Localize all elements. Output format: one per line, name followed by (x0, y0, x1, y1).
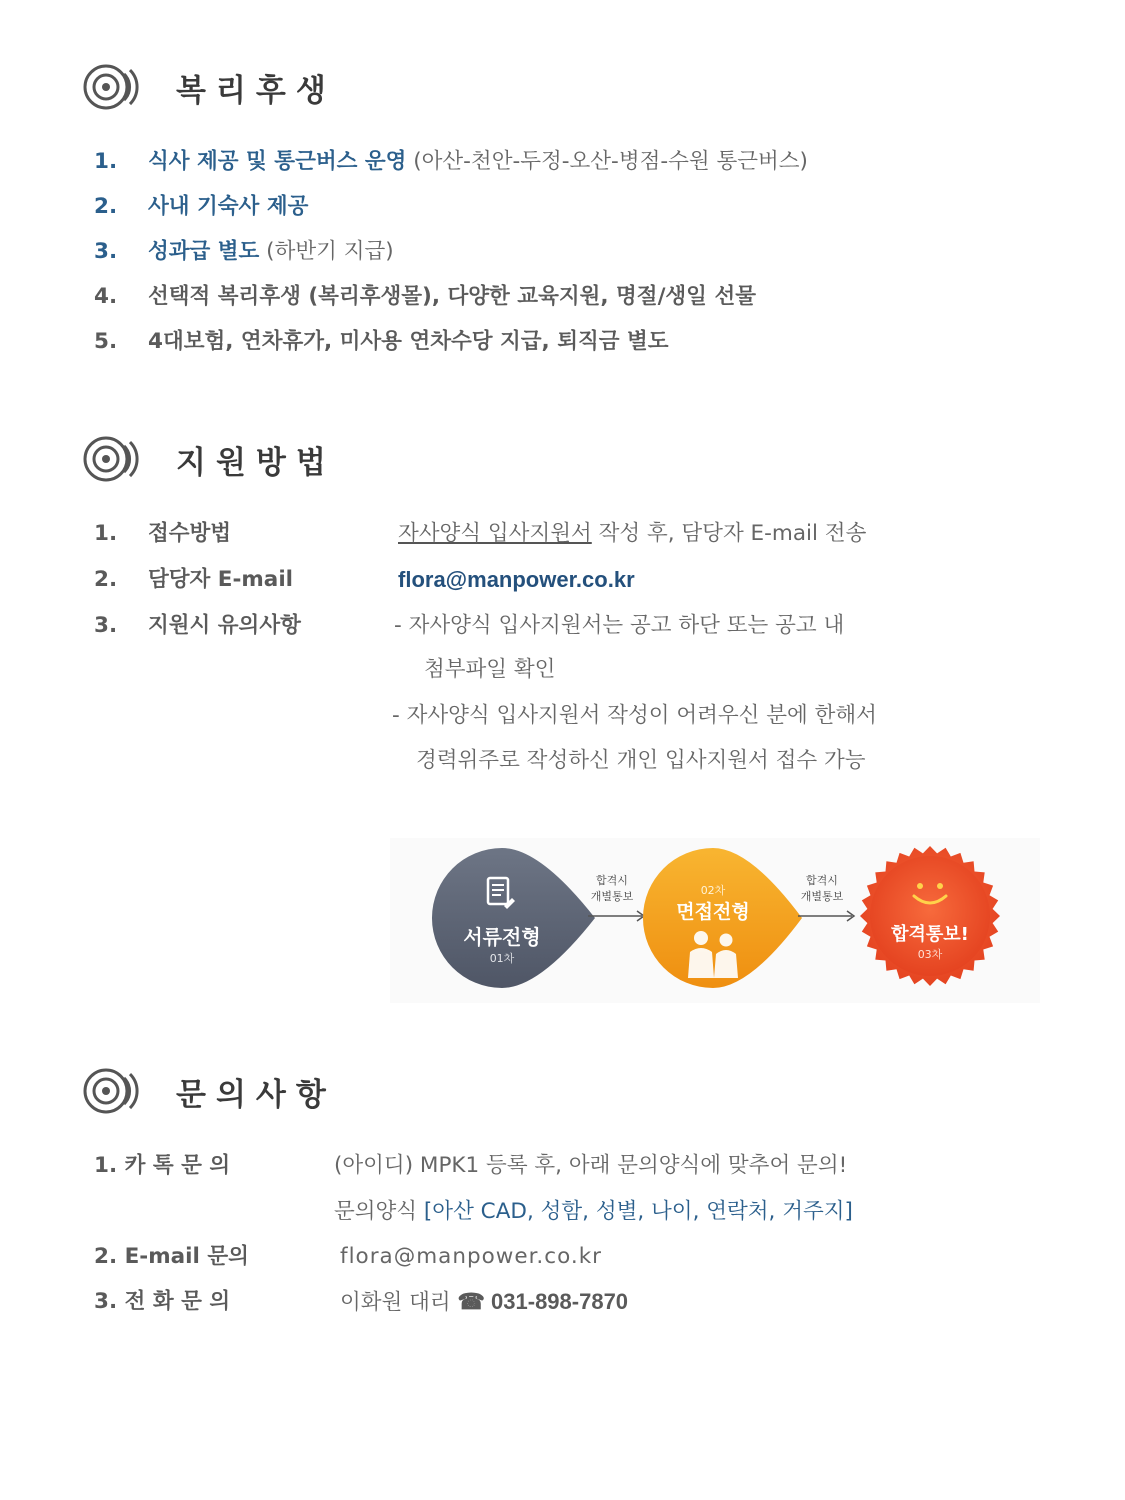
step1-sub: 01차 (489, 952, 515, 965)
inquiry-item-kakao (94, 1152, 1014, 1227)
inquiry-title: 문의사항 (176, 1076, 336, 1113)
apply-label-email: 담당자 E-mail (148, 567, 294, 592)
apply-note-line-3: - 자사양식 입사지원서 작성이 어려우신 분에 한해서 (392, 703, 877, 728)
apply-label-method: 접수방법 (148, 521, 232, 546)
welfare-item-2: 2. 사내 기숙사 제공 (94, 194, 309, 219)
apply-note-line-1: - 자사양식 입사지원서는 공고 하단 또는 공고 내 (394, 613, 845, 638)
welfare-item-3: 3. 성과급 별도 (하반기 지급) (94, 239, 394, 264)
step3-title: 합격통보! (891, 924, 969, 945)
inquiry-email-link[interactable]: flora@manpower.co.kr (340, 1244, 602, 1269)
inquiry-value-kakao: (아이디) MPK1 등록 후, 아래 문의양식에 맞추어 문의! (334, 1153, 848, 1178)
disc-speaker-icon (82, 1066, 152, 1116)
step1-title: 서류전형 (463, 925, 541, 949)
inquiry-label-email: 2. E-mail 문의 (94, 1244, 249, 1269)
inquiry-form-line: 문의양식 [아산 CAD, 성함, 성별, 나이, 연락처, 거주지] (334, 1199, 853, 1224)
svg-text:개별통보: 개별통보 (590, 890, 634, 903)
contact-email-link[interactable]: flora@manpower.co.kr (398, 567, 635, 592)
apply-item-2: 2. 담당자 E-mail flora@manpower.co.kr (94, 567, 635, 592)
welfare-section-header (82, 62, 336, 112)
inquiry-item-phone (94, 1288, 1014, 1316)
welfare-item-4: 4. 선택적 복리후생 (복리후생몰), 다양한 교육지원, 명절/생일 선물 (94, 284, 756, 309)
apply-note-line-4: 경력위주로 작성하신 개인 입사지원서 접수 가능 (416, 748, 866, 773)
application-form-link[interactable]: 자사양식 입사지원서 (398, 521, 592, 546)
disc-speaker-icon (82, 62, 152, 112)
inquiry-label-kakao: 1. 카 톡 문 의 (94, 1153, 231, 1178)
inquiry-section-header (82, 1066, 336, 1116)
step2-sub: 02차 (700, 884, 726, 897)
apply-section-header (82, 434, 336, 484)
apply-label-notes: 지원시 유의사항 (148, 613, 301, 638)
apply-item-3: 3. 지원시 유의사항 - 자사양식 입사지원서는 공고 하단 또는 공고 내 첨부파일 확인 - 자사양식 입사지원서 작성이 어려우신 분에 한해서 경력위주로 작성하신 개인 입사지원서 접수 가능 (94, 613, 877, 773)
svg-text:개별통보: 개별통보 (800, 890, 844, 903)
step3-sub: 03차 (917, 948, 943, 961)
apply-title: 지원방법 (176, 444, 336, 481)
welfare-title: 복리후생 (176, 72, 336, 109)
inquiry-phone-value: 이화원 대리 ☎ 031-898-7870 (340, 1289, 629, 1315)
apply-note-line-2: 첨부파일 확인 (424, 657, 556, 682)
svg-text:합격시: 합격시 (806, 874, 838, 887)
hiring-process-diagram (390, 838, 1040, 1003)
inquiry-item-email (94, 1243, 1014, 1271)
svg-text:합격시: 합격시 (596, 874, 628, 887)
apply-item-1: 1. 접수방법 자사양식 입사지원서 작성 후, 담당자 E-mail 전송 (94, 521, 867, 546)
disc-speaker-icon (82, 434, 152, 484)
apply-value-method: 자사양식 입사지원서 작성 후, 담당자 E-mail 전송 (398, 521, 867, 546)
phone-number[interactable]: ☎ 031-898-7870 (457, 1289, 629, 1314)
welfare-item-5: 5. 4대보험, 연차휴가, 미사용 연차수당 지급, 퇴직금 별도 (94, 329, 669, 354)
welfare-item-1: 1. 식사 제공 및 통근버스 운영 (아산-천안-두정-오산-병점-수원 통근버스) (94, 149, 808, 174)
step2-title: 면접전형 (676, 901, 750, 923)
inquiry-label-phone: 3. 전 화 문 의 (94, 1289, 231, 1314)
